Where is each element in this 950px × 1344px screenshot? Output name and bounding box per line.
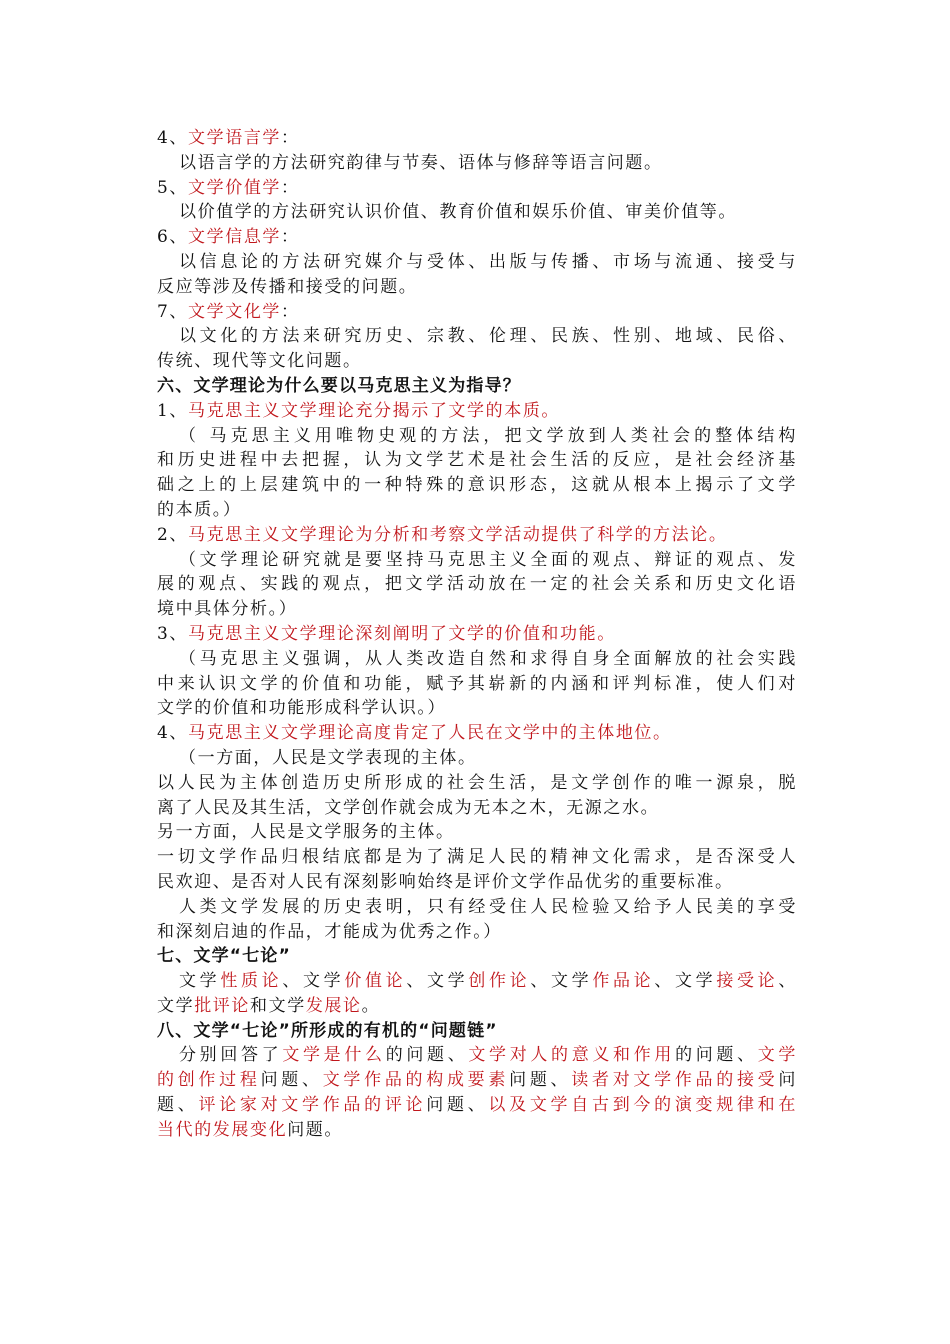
body-text: 七、文学“七论”: [157, 946, 291, 967]
body-text: 以语言学的方法研究韵律与节奏、语体与修辞等语言问题。: [179, 152, 663, 173]
highlight-text: 作品论: [592, 971, 655, 992]
body-text: 文学的价值和功能形成科学认识。）: [157, 698, 447, 719]
text-line: [157, 324, 797, 349]
body-text: 人类文学发展的历史表明，只有经受住人民检验又给予人民美的享受: [179, 896, 797, 917]
body-text: 6、: [157, 227, 189, 248]
text-line: [157, 225, 797, 250]
text-line: [157, 845, 797, 870]
text-line: [157, 771, 797, 796]
text-line: [157, 151, 797, 176]
text-line: [157, 498, 797, 523]
text-line: [157, 126, 797, 151]
text-line: [157, 1093, 797, 1118]
text-line: [157, 696, 797, 721]
body-text: 和历史进程中去把握，认为文学艺术是社会生活的反应，是社会经济基: [157, 450, 797, 471]
body-text: （一方面，人民是文学表现的主体。: [179, 747, 477, 768]
highlight-text: 文学语言学: [188, 128, 282, 148]
body-text: 5、: [157, 177, 189, 198]
body-text: 六、文学理论为什么要以马克思主义为指导？: [157, 375, 521, 396]
highlight-text: 文学价值学: [188, 177, 282, 198]
highlight-text: 马克思主义文学理论深刻阐明了文学的价值和功能。: [188, 623, 616, 644]
body-text: 、文学: [406, 971, 469, 992]
body-text: （马克思主义强调，从人类改造自然和求得自身全面解放的社会实践: [179, 648, 797, 669]
highlight-text: 当代的发展变化: [157, 1119, 288, 1140]
body-text: 1、: [157, 400, 189, 421]
text-line: [157, 1043, 797, 1068]
highlight-text: 文学作品的构成要素: [322, 1070, 510, 1091]
highlight-text: 价值论: [344, 971, 407, 992]
body-text: 另一方面，人民是文学服务的主体。: [157, 822, 455, 843]
body-text: 问: [778, 1070, 797, 1091]
text-line: [157, 647, 797, 672]
body-text: 展的观点、实践的观点，把文学活动放在一定的社会关系和历史文化语: [157, 574, 797, 595]
body-text: 以文化的方法来研究历史、宗教、伦理、民族、性别、地域、民俗、: [179, 326, 797, 347]
highlight-text: 发展论: [305, 995, 362, 1016]
body-text: 4、: [157, 723, 189, 744]
body-text: 中来认识文学的价值和功能，赋予其崭新的内涵和评判标准，使人们对: [157, 673, 797, 694]
text-line: [157, 969, 797, 994]
highlight-text: 文学是什么: [282, 1045, 386, 1066]
body-text: 、文学: [654, 971, 717, 992]
text-line: [157, 200, 797, 225]
body-text: 和文学: [250, 995, 306, 1016]
body-text: 的问题、: [675, 1045, 758, 1066]
text-line: [157, 473, 797, 498]
highlight-text: 文学对人的意义和作用: [468, 1045, 676, 1066]
text-line: [157, 572, 797, 597]
text-line: [157, 746, 797, 771]
highlight-text: 马克思主义文学理论高度肯定了人民在文学中的主体地位。: [188, 723, 672, 744]
highlight-text: 马克思主义文学理论为分析和考察文学活动提供了科学的方法论。: [188, 524, 728, 545]
text-line: [157, 1068, 797, 1093]
text-line: [157, 672, 797, 697]
body-text: 八、文学“七论”所形成的有机的“问题链”: [157, 1020, 498, 1041]
body-text: 4、: [157, 128, 189, 148]
body-text: 7、: [157, 301, 189, 322]
body-text: 传统、现代等文化问题。: [157, 351, 362, 372]
text-line: [157, 250, 797, 275]
section-heading: [157, 944, 797, 969]
body-text: ：: [281, 128, 300, 148]
body-text: 一切文学作品归根结底都是为了满足人民的精神文化需求，是否深受人: [157, 847, 797, 868]
text-line: [157, 895, 797, 920]
highlight-text: 以及文学自古到今的演变规律和在: [488, 1095, 797, 1116]
body-text: 离了人民及其生活，文学创作就会成为无本之木，无源之水。: [157, 797, 660, 818]
highlight-text: 的创作过程: [157, 1070, 261, 1091]
body-text: 反应等涉及传播和接受的问题。: [157, 276, 418, 297]
text-line: [157, 1118, 797, 1143]
body-text: 分别回答了: [179, 1045, 283, 1066]
body-text: 问题、: [260, 1070, 323, 1091]
highlight-text: 性质论: [220, 971, 283, 992]
text-line: [157, 399, 797, 424]
highlight-text: 文学: [757, 1045, 798, 1066]
text-line: [157, 796, 797, 821]
body-text: 3、: [157, 623, 189, 644]
highlight-text: 文学信息学: [188, 227, 282, 248]
text-line: [157, 349, 797, 374]
body-text: （ 马克思主义用唯物史观的方法，把文学放到人类社会的整体结构: [179, 425, 797, 446]
body-text: 问题、: [509, 1070, 572, 1091]
body-text: 文学: [179, 971, 221, 992]
body-text: 问题、: [426, 1095, 489, 1116]
highlight-text: 马克思主义文学理论充分揭示了文学的本质。: [188, 400, 561, 421]
highlight-text: 文学文化学: [188, 301, 282, 322]
text-line: [157, 622, 797, 647]
text-line: [157, 920, 797, 945]
body-text: 文学: [157, 995, 195, 1016]
body-text: 以人民为主体创造历史所形成的社会生活，是文学创作的唯一源泉，脱: [157, 772, 797, 793]
text-line: [157, 300, 797, 325]
text-line: [157, 994, 797, 1019]
body-text: ：: [281, 177, 300, 198]
body-text: 、文学: [530, 971, 593, 992]
body-text: （文学理论研究就是要坚持马克思主义全面的观点、辩证的观点、发: [179, 549, 797, 570]
body-text: 问题。: [287, 1119, 344, 1140]
body-text: ：: [281, 227, 300, 248]
text-line: [157, 448, 797, 473]
text-line: [157, 176, 797, 201]
body-text: 的问题、: [385, 1045, 469, 1066]
text-line: [157, 820, 797, 845]
highlight-text: 评论家对文学作品的评论: [198, 1095, 427, 1116]
highlight-text: 创作论: [468, 971, 531, 992]
text-line: [157, 721, 797, 746]
body-text: 础之上的上层建筑中的一种特殊的意识形态，这就从根本上揭示了文学: [157, 475, 797, 496]
section-heading: [157, 374, 797, 399]
text-line: [157, 424, 797, 449]
text-line: [157, 523, 797, 548]
body-text: 。: [361, 995, 381, 1016]
body-text: 、文学: [282, 971, 345, 992]
body-text: ：: [281, 301, 300, 322]
document-page: [157, 126, 797, 1143]
highlight-text: 批评论: [194, 995, 251, 1016]
body-text: 以价值学的方法研究认识价值、教育价值和娱乐价值、审美价值等。: [179, 202, 737, 223]
body-text: 和深刻启迪的作品，才能成为优秀之作。）: [157, 921, 502, 942]
body-text: 的本质。）: [157, 499, 242, 520]
body-text: 以信息论的方法研究媒介与受体、出版与传播、市场与流通、接受与: [179, 251, 797, 272]
body-text: 2、: [157, 524, 189, 545]
body-text: 境中具体分析。）: [157, 599, 298, 620]
text-line: [157, 548, 797, 573]
text-line: [157, 870, 797, 895]
highlight-text: 读者对文学作品的接受: [571, 1070, 779, 1091]
section-heading: [157, 1019, 797, 1044]
text-line: [157, 275, 797, 300]
body-text: 、: [778, 971, 797, 992]
body-text: 题、: [157, 1095, 199, 1116]
text-line: [157, 597, 797, 622]
body-text: 民欢迎、是否对人民有深刻影响始终是评价文学作品优劣的重要标准。: [157, 871, 734, 892]
highlight-text: 接受论: [716, 971, 779, 992]
